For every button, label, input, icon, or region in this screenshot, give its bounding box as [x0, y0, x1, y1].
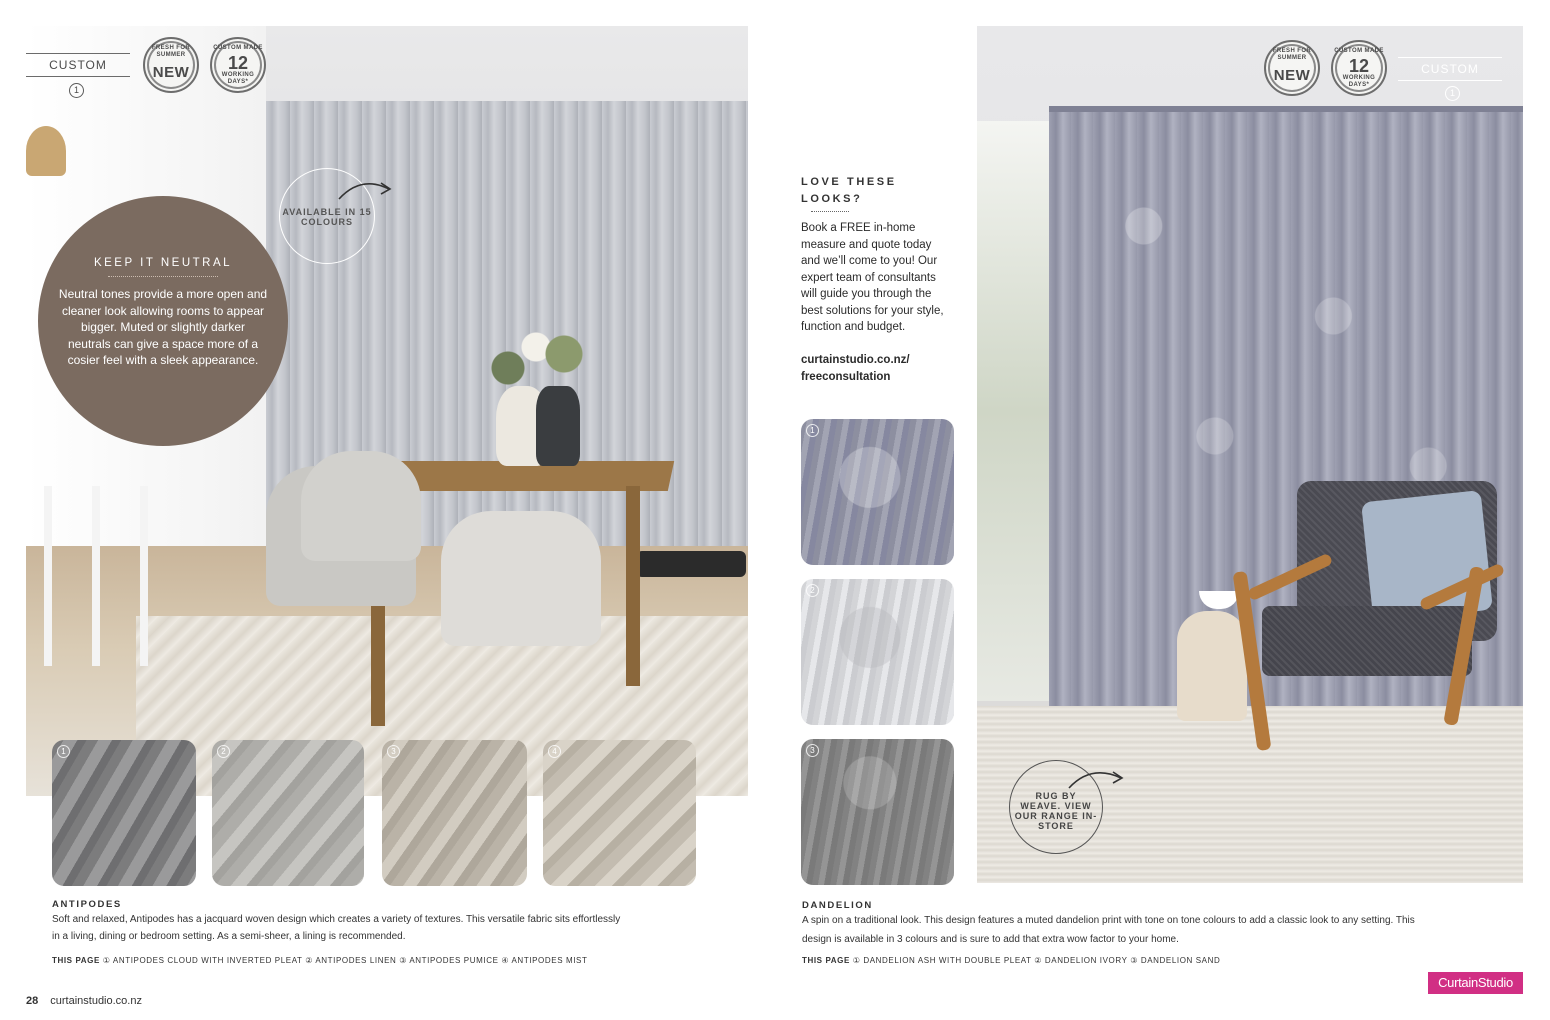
pendant-light: [26, 126, 66, 176]
custom-label: CUSTOM: [1398, 57, 1502, 81]
swatch-number: 1: [806, 424, 819, 437]
page-number: 28: [26, 995, 39, 1007]
custom-number: 1: [69, 83, 84, 98]
product-name-dandelion: DANDELION: [802, 900, 873, 911]
dotted-divider: [811, 211, 849, 212]
new-badge-text: NEW: [1273, 67, 1311, 84]
antipodes-caption: [52, 956, 752, 965]
flower-arrangement: [466, 326, 606, 396]
swatch-dandelion-ivory: [801, 579, 954, 725]
swatch-number: 2: [217, 745, 230, 758]
caption-lead: THIS PAGE: [802, 956, 850, 965]
caption-lead: THIS PAGE: [52, 956, 100, 965]
swatch-dandelion-sand: [801, 739, 954, 885]
12-days-badge: [1331, 40, 1387, 96]
days-badge-sub: WORKING DAYS*: [1342, 75, 1376, 88]
days-badge-number: 12: [1348, 56, 1370, 76]
timber-side-table: [1177, 611, 1247, 721]
swatch-antipodes-mist: [543, 740, 696, 886]
dining-chair: [441, 511, 601, 646]
new-badge: [1264, 40, 1320, 96]
product-name-antipodes: ANTIPODES: [52, 899, 122, 910]
dotted-divider: [108, 276, 218, 277]
curtain-track: [1049, 106, 1523, 112]
antipodes-description-2: in a living, dining or bedroom setting. As a semi-sheer, a lining is recommended.: [52, 931, 406, 942]
dandelion-caption: [802, 956, 1502, 965]
keep-it-neutral-title: KEEP IT NEUTRAL: [93, 257, 233, 269]
curved-arrow-icon: [1065, 764, 1127, 792]
swatch-dandelion-ash: [801, 419, 954, 565]
days-badge-number: 12: [227, 53, 249, 73]
swatch-antipodes-cloud: [52, 740, 196, 886]
days-badge-ring-text: CUSTOM MADE: [213, 45, 263, 51]
new-badge-ring-text: FRESH FOR SUMMER: [151, 45, 191, 58]
12-days-badge: [210, 37, 266, 93]
dandelion-description-2: design is available in 3 colours and is sure to add that extra wow factor to your home.: [802, 934, 1179, 945]
keep-it-neutral-body: Neutral tones provide a more open and cleaner look allowing rooms to appear bigger. Muted or slightly darker neutrals can give a space more of a cosier feel with a sleek appearance.: [58, 287, 268, 367]
love-these-looks-body: Book a FREE in-home measure and quote today and we’ll come to you! Our expert team of consultants will guide you through the best solutions for your style, function and budget.: [801, 222, 944, 333]
keep-it-neutral-panel: [38, 196, 288, 446]
curtain-studio-logo: CurtainStudio: [1428, 972, 1523, 994]
new-badge: [143, 37, 199, 93]
swatch-number: 1: [57, 745, 70, 758]
swatch-number: 3: [387, 745, 400, 758]
rug-callout-text: RUG BY WEAVE. VIEW OUR RANGE IN-STORE: [1014, 791, 1098, 831]
window: [977, 121, 1057, 701]
custom-number: 1: [1445, 86, 1460, 101]
custom-label: CUSTOM: [26, 53, 130, 77]
lounge-photo: [977, 26, 1523, 883]
swatch-antipodes-linen: [212, 740, 364, 886]
dining-chair: [301, 451, 421, 561]
jug: [536, 386, 580, 466]
new-badge-ring-text: FRESH FOR SUMMER: [1272, 48, 1312, 61]
caption-items: ① DANDELION ASH WITH DOUBLE PLEAT ② DANDELION IVORY ③ DANDELION SAND: [852, 956, 1221, 965]
new-badge-text: NEW: [152, 64, 190, 81]
footer-website-link[interactable]: curtainstudio.co.nz: [50, 995, 142, 1007]
dandelion-description-1: A spin on a traditional look. This design features a muted dandelion print with tone on tone colours to add a classic look to any setting. This: [802, 915, 1415, 926]
free-consultation-link[interactable]: curtainstudio.co.nz/ freeconsultation: [801, 354, 910, 383]
bar-stools: [26, 486, 176, 666]
curved-arrow-icon: [335, 175, 395, 203]
bench: [636, 551, 746, 577]
days-badge-ring-text: CUSTOM MADE: [1334, 48, 1384, 54]
available-colours-text: AVAILABLE IN 15 COLOURS: [282, 207, 372, 227]
caption-items: ① ANTIPODES CLOUD WITH INVERTED PLEAT ② ANTIPODES LINEN ③ ANTIPODES PUMICE ④ ANTIPODES MIST: [102, 956, 588, 965]
days-badge-sub: WORKING DAYS*: [221, 72, 255, 85]
swatch-number: 4: [548, 745, 561, 758]
swatch-antipodes-pumice: [382, 740, 527, 886]
swatch-number: 2: [806, 584, 819, 597]
page-footer: [26, 995, 142, 1007]
table-leg: [626, 486, 640, 686]
love-these-looks-title: LOVE THESE LOOKS?: [801, 176, 897, 205]
swatch-number: 3: [806, 744, 819, 757]
antipodes-description-1: Soft and relaxed, Antipodes has a jacquard woven design which creates a variety of textures. This versatile fabric sits effortlessly: [52, 914, 621, 925]
armchair-seat: [1262, 606, 1472, 676]
